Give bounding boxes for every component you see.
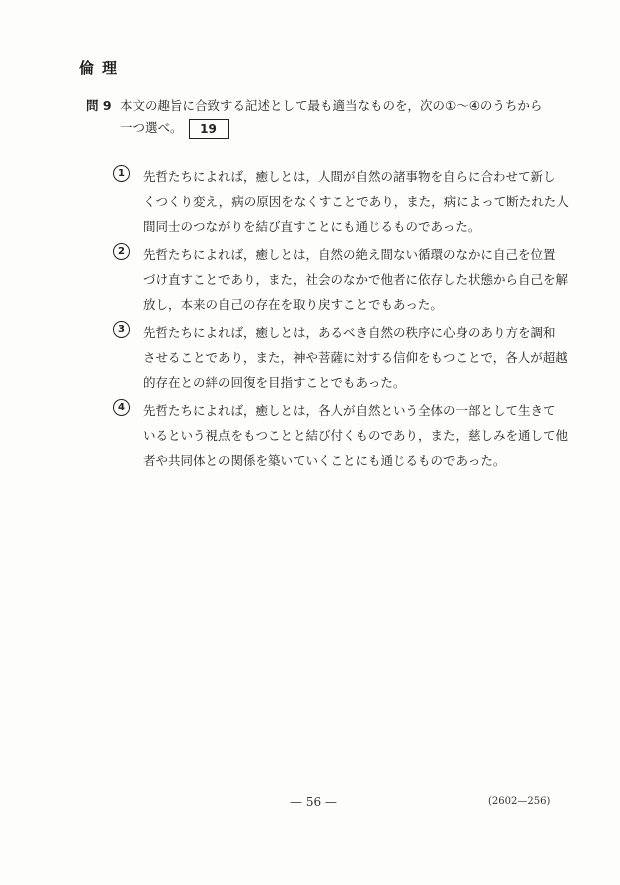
choice-number-circle: 3 [113, 321, 130, 338]
question-block [86, 95, 556, 139]
choice-line: 間同士のつながりを結び直すことにも通じるものであった。 [143, 219, 481, 234]
choice-line: 先哲たちによれば，癒しとは，自然の絶え間ない循環のなかに自己を位置 [143, 247, 556, 262]
question-line: 本文の趣旨に合致する記述として最も適当なものを，次の①～④のうちから [120, 98, 543, 113]
choice-number-circle: 2 [113, 243, 130, 260]
question-number: 問 9 [86, 98, 112, 113]
question-text [120, 95, 556, 139]
choice-line: 的存在との絆の回復を目指すことでもあった。 [143, 375, 406, 390]
choice-4 [113, 398, 569, 473]
choice-number-circle: 1 [113, 165, 130, 182]
choice-line: いるという視点をもつことと結び付くものであり，また，慈しみを通して他 [143, 428, 569, 443]
choice-text [143, 164, 569, 239]
exam-code: (2602—256) [488, 796, 551, 807]
page-number: — 56 — [290, 795, 337, 809]
question-line-2 [120, 117, 556, 139]
answer-box: 19 [189, 119, 229, 139]
choice-line: 者や共同体との関係を築いていくことにも通じるものであった。 [143, 453, 506, 468]
subject-heading: 倫理 [79, 59, 126, 77]
choice-line: くつくり変え，病の原因をなくすことであり，また，病によって断たれた人 [143, 194, 569, 209]
choice-text [143, 398, 569, 473]
choice-text [143, 320, 568, 395]
choice-line: させることであり，また，神や菩薩に対する信仰をもつことで，各人が超越 [143, 350, 568, 365]
choice-line: 先哲たちによれば，癒しとは，人間が自然の諸事物を自らに合わせて新し [143, 169, 556, 184]
choice-3 [113, 320, 568, 395]
choice-line: 先哲たちによれば，癒しとは，あるべき自然の秩序に心身のあり方を調和 [143, 325, 556, 340]
choice-text [143, 242, 569, 317]
choice-1 [113, 164, 569, 239]
choice-line: 放し，本来の自己の存在を取り戻すことでもあった。 [143, 297, 443, 312]
question-line: 一つ選べ。 [120, 120, 183, 135]
choice-list [113, 164, 569, 476]
choice-number-circle: 4 [113, 399, 130, 416]
choice-line: 先哲たちによれば，癒しとは，各人が自然という全体の一部として生きて [143, 403, 556, 418]
choice-2 [113, 242, 569, 317]
choice-line: づけ直すことであり，また，社会のなかで他者に依存した状態から自己を解 [143, 272, 569, 287]
